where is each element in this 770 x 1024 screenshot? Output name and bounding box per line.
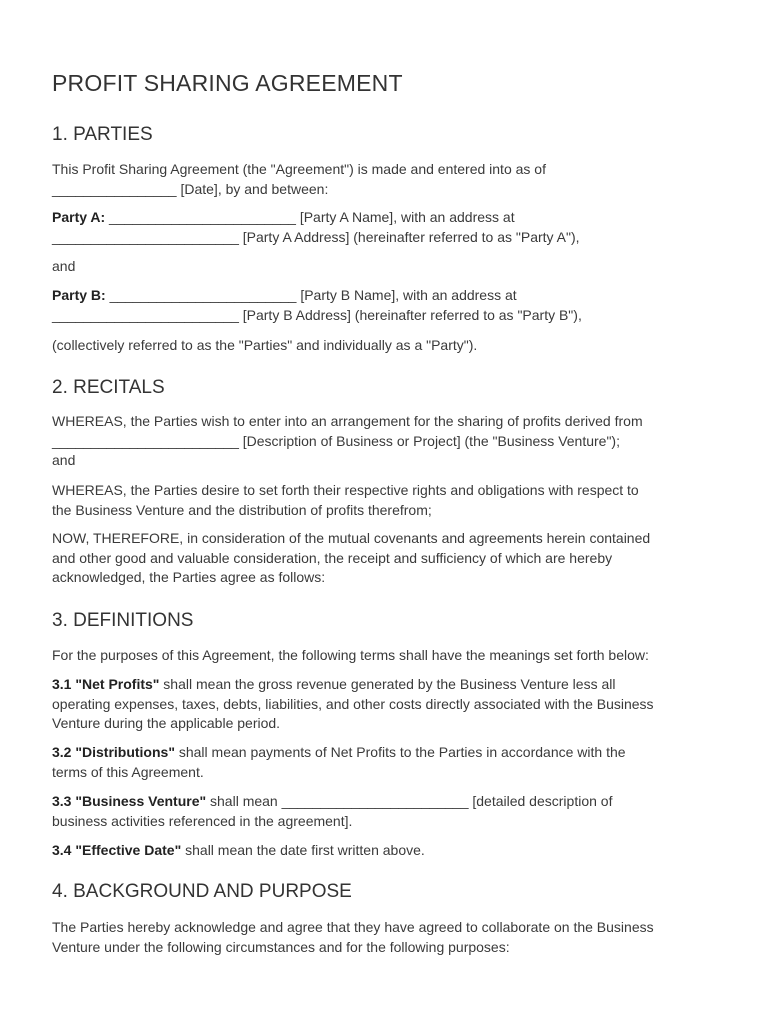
definition-distributions [52,743,732,782]
whereas-1-line-1: WHEREAS, the Parties wish to enter into an arrangement for the sharing of profits derived from [52,413,643,429]
whereas-1-line-2: ________________________ [Description of Business or Project] (the "Business Venture"); [52,432,620,449]
party-a-line-2: ________________________ [Party A Address] (hereinafter referred to as "Party A"), [52,228,580,245]
definition-business-venture-line-2: business activities referenced in the agreement]. [52,812,353,829]
section-heading-definitions: 3. DEFINITIONS [52,610,194,631]
section-heading-background: 4. BACKGROUND AND PURPOSE [52,881,352,902]
and-paragraph: and [52,258,76,274]
whereas-1-line-3: and [52,452,76,468]
party-a-paragraph [52,208,732,247]
definition-net-profits-line-1: shall mean the gross revenue generated by the Business Venture less all [159,676,616,692]
definition-effective-date [52,841,732,861]
now-therefore-line-2: and other good and valuable consideration, the receipt and sufficiency of which are hereby [52,549,613,566]
party-b-paragraph [52,286,732,325]
parties-intro-line-2: ________________ [Date], by and between: [52,180,329,197]
whereas-2-line-1: WHEREAS, the Parties desire to set forth their respective rights and obligations with respect to [52,482,639,498]
definition-distributions-term: 3.2 "Distributions" [52,744,175,760]
party-a-line-1: ________________________ [Party A Name], with an address at [105,209,515,225]
party-b-line-1: ________________________ [Party B Name], with an address at [105,287,517,303]
party-b-line-2: ________________________ [Party B Address] (hereinafter referred to as "Party B"), [52,306,582,323]
definition-net-profits [52,675,732,734]
parties-intro-line-1: This Profit Sharing Agreement (the "Agreement") is made and entered into as of [52,161,546,177]
whereas-2-line-2: the Business Venture and the distribution of profits therefrom; [52,501,432,518]
definition-business-venture [52,792,732,831]
now-therefore-line-3: acknowledged, the Parties agree as follows: [52,569,326,585]
section-heading-parties: 1. PARTIES [52,124,153,145]
background-line-1: The Parties hereby acknowledge and agree that they have agreed to collaborate on the Business [52,919,654,935]
definition-distributions-line-2: terms of this Agreement. [52,763,204,780]
background-line-2: Venture under the following circumstances and for the following purposes: [52,938,510,955]
definition-effective-date-line-1: shall mean the date first written above. [181,842,425,858]
whereas-1-paragraph [52,412,732,471]
now-therefore-line-1: NOW, THEREFORE, in consideration of the mutual covenants and agreements herein contained [52,530,651,546]
collective-paragraph: (collectively referred to as the "Parties" and individually as a "Party"). [52,337,478,353]
definition-net-profits-line-2: operating expenses, taxes, debts, liabilities, and other costs directly associated with the Business [52,695,654,712]
party-a-label: Party A: [52,209,106,225]
document-title: PROFIT SHARING AGREEMENT [52,70,403,96]
definitions-intro: For the purposes of this Agreement, the following terms shall have the meanings set forth below: [52,647,649,663]
now-therefore-paragraph [52,529,732,588]
definition-net-profits-term: 3.1 "Net Profits" [52,676,160,692]
definition-business-venture-term: 3.3 "Business Venture" [52,793,207,809]
whereas-2-paragraph [52,481,732,520]
definition-distributions-line-1: shall mean payments of Net Profits to the Parties in accordance with the [174,744,626,760]
parties-intro [52,160,732,199]
definition-business-venture-line-1: shall mean ________________________ [detailed description of [206,793,613,809]
background-paragraph [52,918,732,957]
party-b-label: Party B: [52,287,106,303]
definition-effective-date-term: 3.4 "Effective Date" [52,842,182,858]
section-heading-recitals: 2. RECITALS [52,377,165,398]
definition-net-profits-line-3: Venture during the applicable period. [52,715,281,731]
